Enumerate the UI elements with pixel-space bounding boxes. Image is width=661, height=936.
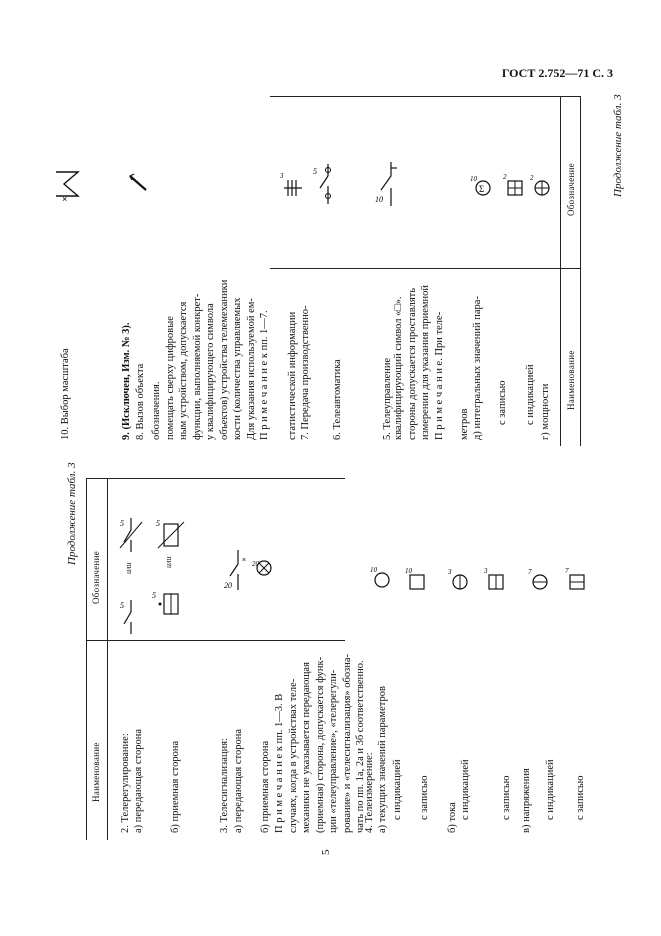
label-20: 20 (224, 581, 232, 590)
scale-select-symbol (52, 168, 82, 202)
telecontrol-reg-recv-symbol-2 (156, 518, 186, 552)
note-1-3: П р и м е ч а н и е к пп. 1—3. В случаях, когда в устройствах теле- механики не указывается передающая (приемная) сторона, допускается функ- ции «телеуправление», «телерегули- рование» и «телесигнализация» обозна- чать по пп. 1а, 2а и 3б соответственно. (274, 654, 366, 833)
measure-current-record-symbol (484, 566, 508, 592)
or-label-2: или (164, 556, 173, 568)
row-8: 8. Вызов объекта (135, 363, 146, 440)
row-4g-record: с записью (497, 380, 508, 425)
telecontrol-reg-send-symbol-2 (118, 518, 146, 552)
row-4a-record: с записью (419, 775, 430, 820)
telecontrol-reg-recv-symbol-1 (152, 590, 184, 620)
row-4a: а) текущих значений параметров (377, 686, 388, 833)
row-4b: б) тока (447, 802, 458, 833)
label-10: 10 (375, 195, 383, 204)
table-right-outer-border (580, 96, 581, 446)
label-5: 5 (313, 167, 317, 176)
table-left-header-divider (107, 478, 108, 840)
col-header-name-right: Наименование (566, 350, 576, 410)
measure-current-indication-symbol (448, 566, 472, 592)
gost-header: ГОСТ 2.752—71 С. 3 (501, 66, 613, 80)
label-7: 7 (565, 567, 569, 575)
table-right-header-divider (560, 96, 561, 446)
row-9: 9. (Исключен, Изм. № 3). (121, 322, 132, 440)
label-3: 3 (280, 172, 284, 180)
row-4b-record: с записью (501, 775, 512, 820)
row-2-title: 2. Телерегулирование: (120, 733, 131, 833)
measure-current-value-indication-symbol (370, 564, 394, 590)
row-4a-indication: с индикацией (392, 759, 403, 820)
table-right-col-divider (270, 268, 580, 269)
row-4v-indication: с индикацией (545, 759, 556, 820)
svg-text:Σ: Σ (479, 184, 485, 194)
telesignal-send-symbol (224, 550, 252, 590)
object-call-symbol (126, 172, 152, 194)
label-10: 10 (405, 567, 412, 575)
measure-power-indication-symbol (530, 172, 554, 198)
label-10: 10 (470, 175, 477, 183)
label-3: 3 (484, 567, 488, 575)
row-4d-cont: метров (459, 408, 470, 440)
row-4g-indication: с индикацией (525, 364, 536, 425)
row-6: 6. Телеавтоматика (332, 359, 343, 440)
or-label-1: или (124, 562, 133, 574)
note-integral: квалифицирующий символ «□». стороны допускается проставлять измерении для указания приемной П р и м е ч а н и е. При теле- (393, 285, 445, 440)
row-4v: в) напряжения (521, 768, 532, 833)
row-5: 5. Телеуправление (382, 357, 393, 440)
label-5: 5 (120, 601, 124, 610)
col-header-name-left: Наименование (91, 742, 101, 802)
label-5: 5 (152, 591, 156, 600)
label-7: 7 (528, 568, 532, 576)
label-2: 2 (530, 174, 534, 182)
measure-voltage-indication-symbol (528, 566, 552, 592)
table-left-top-edge (86, 478, 345, 479)
row-4d: д) интегральных значений пара- (472, 296, 483, 440)
row-4b-indication: с индикацией (460, 759, 471, 820)
telesignal-recv-symbol (252, 556, 274, 580)
row-4v-record: с записью (575, 775, 586, 820)
label-10: 10 (370, 566, 377, 574)
measure-voltage-record-symbol (565, 566, 589, 592)
measure-power-record-symbol (503, 172, 527, 198)
label-5: 5 (120, 519, 124, 528)
row-4g: г) мощности (540, 383, 551, 440)
row-3b: б) приемная сторона (260, 740, 271, 833)
continuation-label-left: Продолжение табл. 3 (66, 462, 78, 565)
table-left-outer-border (86, 478, 87, 840)
measure-integral-symbol (470, 174, 494, 198)
label-20: 20 (252, 560, 259, 568)
continuation-label-right: Продолжение табл. 3 (612, 94, 624, 197)
statistical-transfer-symbol (280, 170, 304, 198)
row-2a: а) передающая сторона (133, 728, 144, 833)
measure-current-value-record-symbol (405, 566, 429, 592)
col-header-symbol-right: Обозначение (566, 162, 576, 216)
row-2b: б) приемная сторона (170, 740, 181, 833)
row-7-cont: статистической информации (287, 311, 298, 440)
col-header-symbol-left: Обозначение (91, 550, 101, 604)
label-3: 3 (448, 568, 452, 576)
teleautomatics-symbol (313, 164, 343, 204)
label-5: 5 (156, 519, 160, 528)
row-7: 7. Передача производственно- (300, 305, 311, 440)
page-number: 5 (320, 849, 332, 855)
telecontrol-symbol (375, 162, 407, 206)
label-2: 2 (503, 173, 507, 181)
telecontrol-reg-send-symbol-1 (118, 600, 144, 634)
row-3a: а) передающая сторона (233, 728, 244, 833)
note-1-7: обозначения. помещать сверху цифровые ным устройством, допускается функции, выполняемой конкрет- у квалифицирующего символа объектов) устройства телемеханики кости (количества управляемых Для указания используемой ем- П р и м е ч а н и е к пп. 1—7. (151, 279, 270, 440)
svg-text:×: × (62, 194, 68, 204)
table-right-top-edge (270, 96, 580, 97)
svg-text:×: × (242, 557, 247, 564)
row-3-title: 3. Телесигнализация: (219, 738, 230, 833)
row-4-title: 4. Телеизмерение: (364, 752, 375, 833)
row-10: 10. Выбор масштаба (60, 348, 71, 440)
